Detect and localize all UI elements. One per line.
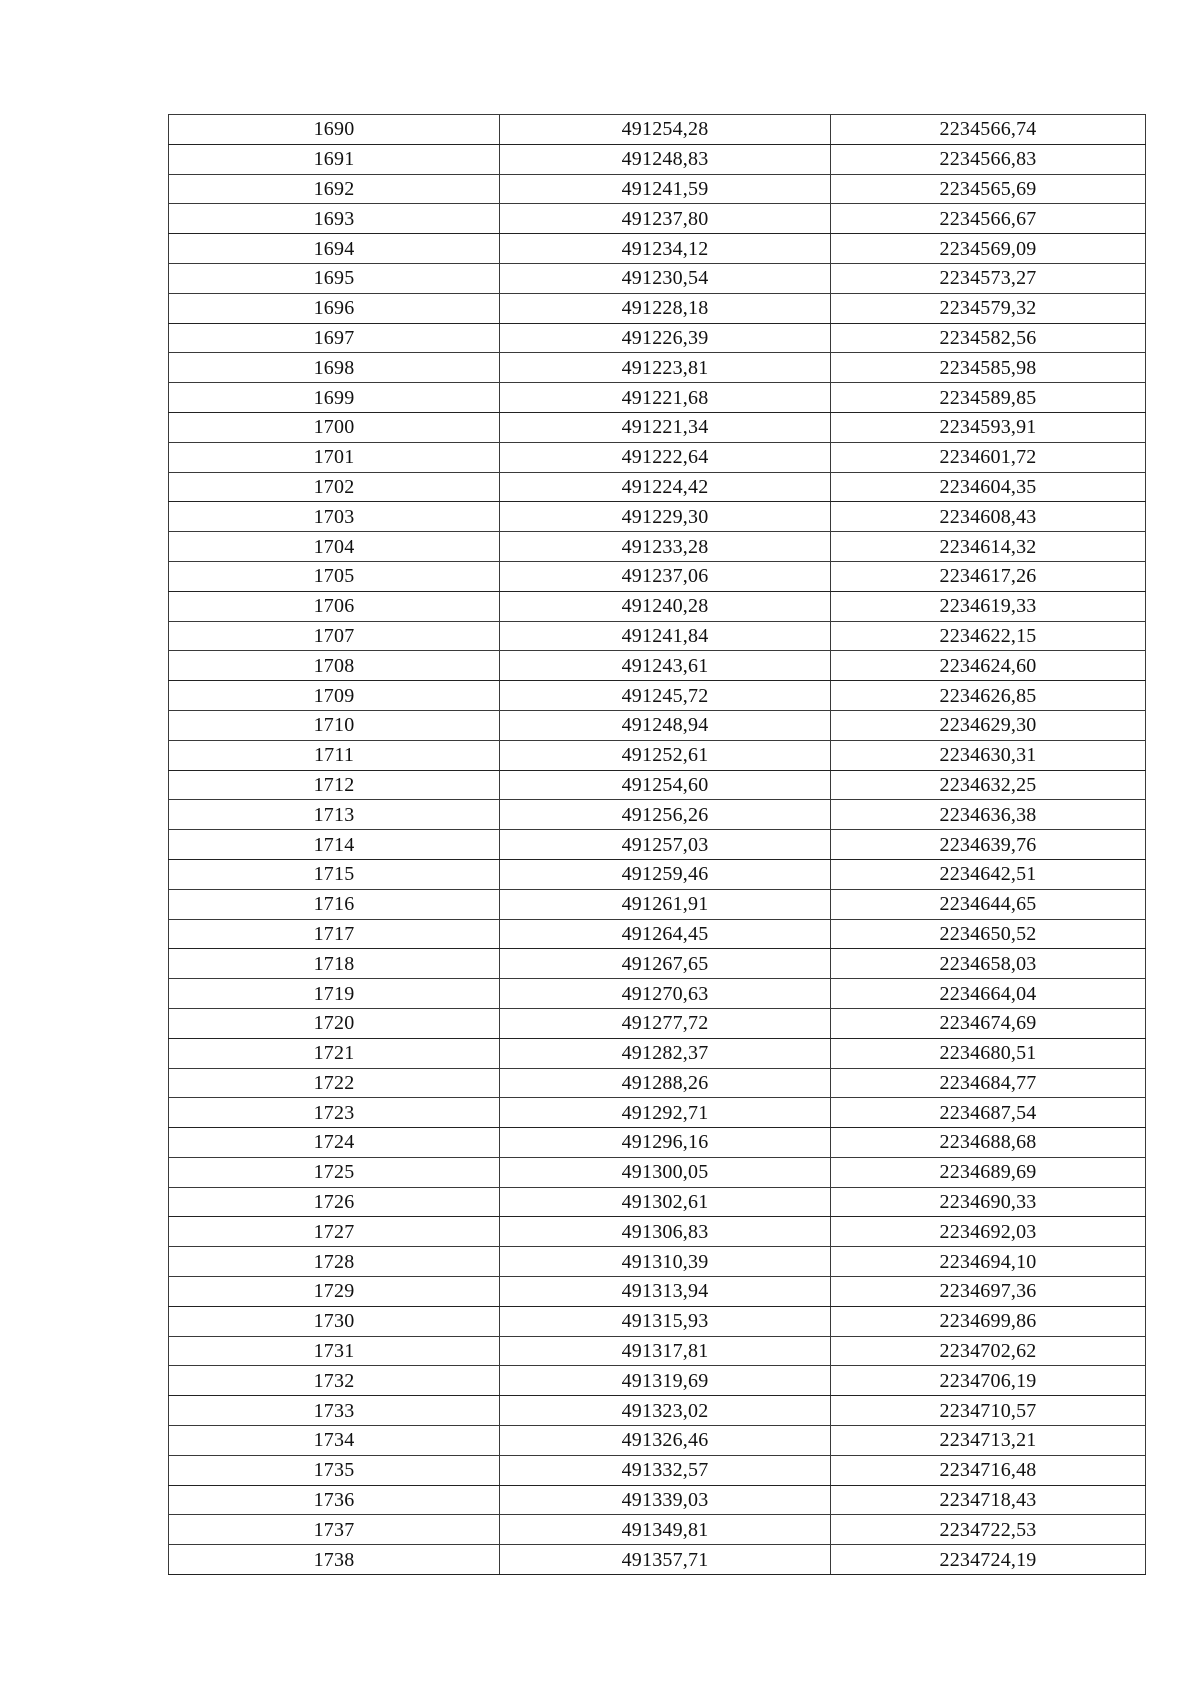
table-row: [169, 263, 1146, 293]
x-coordinate-cell: 491229,30: [500, 502, 831, 532]
y-coordinate-cell: 2234619,33: [831, 591, 1146, 621]
x-coordinate-cell: 491292,71: [500, 1098, 831, 1128]
table-row: [169, 502, 1146, 532]
table-row: [169, 1008, 1146, 1038]
table-row: [169, 681, 1146, 711]
x-coordinate-cell: 491310,39: [500, 1247, 831, 1277]
y-coordinate-cell: 2234699,86: [831, 1306, 1146, 1336]
y-coordinate-cell: 2234650,52: [831, 919, 1146, 949]
point-number-cell: 1703: [169, 502, 500, 532]
table-row: [169, 412, 1146, 442]
point-number-cell: 1711: [169, 740, 500, 770]
table-row: [169, 1306, 1146, 1336]
y-coordinate-cell: 2234585,98: [831, 353, 1146, 383]
point-number-cell: 1714: [169, 830, 500, 860]
x-coordinate-cell: 491296,16: [500, 1128, 831, 1158]
x-coordinate-cell: 491259,46: [500, 859, 831, 889]
y-coordinate-cell: 2234658,03: [831, 949, 1146, 979]
x-coordinate-cell: 491240,28: [500, 591, 831, 621]
table-row: [169, 979, 1146, 1009]
point-number-cell: 1693: [169, 204, 500, 234]
y-coordinate-cell: 2234629,30: [831, 710, 1146, 740]
table-row: [169, 293, 1146, 323]
point-number-cell: 1735: [169, 1455, 500, 1485]
table-row: [169, 1157, 1146, 1187]
y-coordinate-cell: 2234689,69: [831, 1157, 1146, 1187]
x-coordinate-cell: 491306,83: [500, 1217, 831, 1247]
x-coordinate-cell: 491254,28: [500, 115, 831, 145]
x-coordinate-cell: 491257,03: [500, 830, 831, 860]
point-number-cell: 1713: [169, 800, 500, 830]
y-coordinate-cell: 2234632,25: [831, 770, 1146, 800]
x-coordinate-cell: 491237,06: [500, 561, 831, 591]
y-coordinate-cell: 2234614,32: [831, 532, 1146, 562]
table-row: [169, 859, 1146, 889]
x-coordinate-cell: 491221,34: [500, 412, 831, 442]
x-coordinate-cell: 491228,18: [500, 293, 831, 323]
x-coordinate-cell: 491248,94: [500, 710, 831, 740]
point-number-cell: 1708: [169, 651, 500, 681]
x-coordinate-cell: 491241,59: [500, 174, 831, 204]
y-coordinate-cell: 2234706,19: [831, 1366, 1146, 1396]
point-number-cell: 1710: [169, 710, 500, 740]
table-row: [169, 115, 1146, 145]
y-coordinate-cell: 2234680,51: [831, 1038, 1146, 1068]
table-row: [169, 800, 1146, 830]
x-coordinate-cell: 491233,28: [500, 532, 831, 562]
x-coordinate-cell: 491288,26: [500, 1068, 831, 1098]
y-coordinate-cell: 2234589,85: [831, 383, 1146, 413]
table-row: [169, 1187, 1146, 1217]
y-coordinate-cell: 2234565,69: [831, 174, 1146, 204]
point-number-cell: 1698: [169, 353, 500, 383]
table-row: [169, 1217, 1146, 1247]
point-number-cell: 1731: [169, 1336, 500, 1366]
y-coordinate-cell: 2234713,21: [831, 1426, 1146, 1456]
y-coordinate-cell: 2234718,43: [831, 1485, 1146, 1515]
point-number-cell: 1729: [169, 1277, 500, 1307]
table-row: [169, 1485, 1146, 1515]
point-number-cell: 1694: [169, 234, 500, 264]
y-coordinate-cell: 2234687,54: [831, 1098, 1146, 1128]
point-number-cell: 1712: [169, 770, 500, 800]
table-row: [169, 323, 1146, 353]
x-coordinate-cell: 491243,61: [500, 651, 831, 681]
y-coordinate-cell: 2234642,51: [831, 859, 1146, 889]
y-coordinate-cell: 2234579,32: [831, 293, 1146, 323]
table-row: [169, 1128, 1146, 1158]
y-coordinate-cell: 2234593,91: [831, 412, 1146, 442]
point-number-cell: 1737: [169, 1515, 500, 1545]
y-coordinate-cell: 2234692,03: [831, 1217, 1146, 1247]
y-coordinate-cell: 2234639,76: [831, 830, 1146, 860]
y-coordinate-cell: 2234710,57: [831, 1396, 1146, 1426]
table-row: [169, 591, 1146, 621]
y-coordinate-cell: 2234697,36: [831, 1277, 1146, 1307]
point-number-cell: 1723: [169, 1098, 500, 1128]
table-row: [169, 1068, 1146, 1098]
y-coordinate-cell: 2234582,56: [831, 323, 1146, 353]
x-coordinate-cell: 491222,64: [500, 442, 831, 472]
y-coordinate-cell: 2234569,09: [831, 234, 1146, 264]
y-coordinate-cell: 2234608,43: [831, 502, 1146, 532]
x-coordinate-cell: 491226,39: [500, 323, 831, 353]
x-coordinate-cell: 491323,02: [500, 1396, 831, 1426]
table-row: [169, 1396, 1146, 1426]
y-coordinate-cell: 2234626,85: [831, 681, 1146, 711]
point-number-cell: 1697: [169, 323, 500, 353]
point-number-cell: 1700: [169, 412, 500, 442]
point-number-cell: 1691: [169, 144, 500, 174]
x-coordinate-cell: 491332,57: [500, 1455, 831, 1485]
point-number-cell: 1704: [169, 532, 500, 562]
table-row: [169, 919, 1146, 949]
y-coordinate-cell: 2234601,72: [831, 442, 1146, 472]
table-row: [169, 1277, 1146, 1307]
x-coordinate-cell: 491282,37: [500, 1038, 831, 1068]
y-coordinate-cell: 2234573,27: [831, 263, 1146, 293]
table-row: [169, 353, 1146, 383]
x-coordinate-cell: 491256,26: [500, 800, 831, 830]
point-number-cell: 1721: [169, 1038, 500, 1068]
x-coordinate-cell: 491349,81: [500, 1515, 831, 1545]
point-number-cell: 1690: [169, 115, 500, 145]
y-coordinate-cell: 2234724,19: [831, 1545, 1146, 1575]
table-row: [169, 1426, 1146, 1456]
y-coordinate-cell: 2234566,83: [831, 144, 1146, 174]
point-number-cell: 1692: [169, 174, 500, 204]
point-number-cell: 1717: [169, 919, 500, 949]
table-row: [169, 144, 1146, 174]
table-row: [169, 1247, 1146, 1277]
table-row: [169, 1545, 1146, 1575]
point-number-cell: 1707: [169, 621, 500, 651]
coordinate-table-container: [168, 114, 1145, 1575]
y-coordinate-cell: 2234566,67: [831, 204, 1146, 234]
table-row: [169, 383, 1146, 413]
point-number-cell: 1738: [169, 1545, 500, 1575]
x-coordinate-cell: 491230,54: [500, 263, 831, 293]
x-coordinate-cell: 491313,94: [500, 1277, 831, 1307]
coordinate-table-body: [169, 115, 1146, 1575]
point-number-cell: 1726: [169, 1187, 500, 1217]
table-row: [169, 561, 1146, 591]
x-coordinate-cell: 491224,42: [500, 472, 831, 502]
x-coordinate-cell: 491302,61: [500, 1187, 831, 1217]
x-coordinate-cell: 491357,71: [500, 1545, 831, 1575]
x-coordinate-cell: 491248,83: [500, 144, 831, 174]
x-coordinate-cell: 491339,03: [500, 1485, 831, 1515]
x-coordinate-cell: 491277,72: [500, 1008, 831, 1038]
x-coordinate-cell: 491261,91: [500, 889, 831, 919]
table-row: [169, 1336, 1146, 1366]
x-coordinate-cell: 491234,12: [500, 234, 831, 264]
table-row: [169, 1038, 1146, 1068]
point-number-cell: 1732: [169, 1366, 500, 1396]
y-coordinate-cell: 2234636,38: [831, 800, 1146, 830]
y-coordinate-cell: 2234690,33: [831, 1187, 1146, 1217]
point-number-cell: 1725: [169, 1157, 500, 1187]
y-coordinate-cell: 2234684,77: [831, 1068, 1146, 1098]
table-row: [169, 770, 1146, 800]
point-number-cell: 1695: [169, 263, 500, 293]
y-coordinate-cell: 2234624,60: [831, 651, 1146, 681]
point-number-cell: 1715: [169, 859, 500, 889]
table-row: [169, 1515, 1146, 1545]
point-number-cell: 1699: [169, 383, 500, 413]
y-coordinate-cell: 2234664,04: [831, 979, 1146, 1009]
point-number-cell: 1734: [169, 1426, 500, 1456]
table-row: [169, 889, 1146, 919]
table-row: [169, 204, 1146, 234]
y-coordinate-cell: 2234674,69: [831, 1008, 1146, 1038]
point-number-cell: 1705: [169, 561, 500, 591]
y-coordinate-cell: 2234716,48: [831, 1455, 1146, 1485]
x-coordinate-cell: 491326,46: [500, 1426, 831, 1456]
y-coordinate-cell: 2234566,74: [831, 115, 1146, 145]
table-row: [169, 830, 1146, 860]
point-number-cell: 1701: [169, 442, 500, 472]
x-coordinate-cell: 491300,05: [500, 1157, 831, 1187]
table-row: [169, 532, 1146, 562]
x-coordinate-cell: 491317,81: [500, 1336, 831, 1366]
x-coordinate-cell: 491270,63: [500, 979, 831, 1009]
table-row: [169, 1366, 1146, 1396]
point-number-cell: 1719: [169, 979, 500, 1009]
table-row: [169, 234, 1146, 264]
x-coordinate-cell: 491221,68: [500, 383, 831, 413]
y-coordinate-cell: 2234694,10: [831, 1247, 1146, 1277]
coordinate-table: [168, 114, 1146, 1575]
point-number-cell: 1718: [169, 949, 500, 979]
x-coordinate-cell: 491315,93: [500, 1306, 831, 1336]
x-coordinate-cell: 491319,69: [500, 1366, 831, 1396]
x-coordinate-cell: 491241,84: [500, 621, 831, 651]
table-row: [169, 651, 1146, 681]
point-number-cell: 1727: [169, 1217, 500, 1247]
point-number-cell: 1696: [169, 293, 500, 323]
table-row: [169, 1098, 1146, 1128]
table-row: [169, 442, 1146, 472]
point-number-cell: 1709: [169, 681, 500, 711]
x-coordinate-cell: 491264,45: [500, 919, 831, 949]
y-coordinate-cell: 2234617,26: [831, 561, 1146, 591]
point-number-cell: 1716: [169, 889, 500, 919]
table-row: [169, 621, 1146, 651]
x-coordinate-cell: 491245,72: [500, 681, 831, 711]
table-row: [169, 710, 1146, 740]
x-coordinate-cell: 491267,65: [500, 949, 831, 979]
table-row: [169, 740, 1146, 770]
x-coordinate-cell: 491223,81: [500, 353, 831, 383]
point-number-cell: 1733: [169, 1396, 500, 1426]
point-number-cell: 1706: [169, 591, 500, 621]
point-number-cell: 1728: [169, 1247, 500, 1277]
y-coordinate-cell: 2234630,31: [831, 740, 1146, 770]
point-number-cell: 1720: [169, 1008, 500, 1038]
y-coordinate-cell: 2234622,15: [831, 621, 1146, 651]
point-number-cell: 1724: [169, 1128, 500, 1158]
point-number-cell: 1702: [169, 472, 500, 502]
table-row: [169, 949, 1146, 979]
y-coordinate-cell: 2234644,65: [831, 889, 1146, 919]
point-number-cell: 1736: [169, 1485, 500, 1515]
x-coordinate-cell: 491237,80: [500, 204, 831, 234]
point-number-cell: 1730: [169, 1306, 500, 1336]
y-coordinate-cell: 2234604,35: [831, 472, 1146, 502]
y-coordinate-cell: 2234688,68: [831, 1128, 1146, 1158]
table-row: [169, 174, 1146, 204]
x-coordinate-cell: 491252,61: [500, 740, 831, 770]
point-number-cell: 1722: [169, 1068, 500, 1098]
y-coordinate-cell: 2234702,62: [831, 1336, 1146, 1366]
x-coordinate-cell: 491254,60: [500, 770, 831, 800]
table-row: [169, 1455, 1146, 1485]
y-coordinate-cell: 2234722,53: [831, 1515, 1146, 1545]
table-row: [169, 472, 1146, 502]
